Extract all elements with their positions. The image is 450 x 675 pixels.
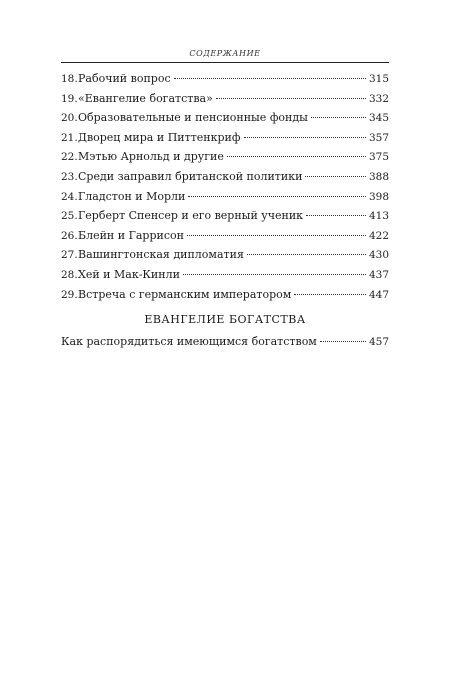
header-rule bbox=[61, 62, 389, 63]
toc-entry[interactable] bbox=[61, 108, 389, 128]
dot-leader bbox=[306, 215, 366, 216]
running-head: СОДЕРЖАНИЕ bbox=[189, 49, 261, 58]
toc-entry-title: «Евангелие богатства» bbox=[78, 91, 213, 105]
dot-leader bbox=[216, 98, 366, 99]
dot-leader bbox=[187, 235, 366, 236]
toc-entry[interactable] bbox=[61, 245, 389, 265]
toc-entry-title: Гладстон и Морли bbox=[78, 189, 186, 203]
toc-entry-title: Дворец мира и Питтенкриф bbox=[78, 130, 241, 144]
toc-entry-number: 21. bbox=[61, 131, 78, 144]
toc-entry-number: 24. bbox=[61, 190, 78, 203]
toc-entry[interactable] bbox=[61, 167, 389, 187]
toc-entry-page: 447 bbox=[368, 288, 389, 301]
toc-entry-title: Мэтью Арнольд и другие bbox=[78, 150, 224, 164]
dot-leader bbox=[311, 117, 366, 118]
toc-entry-number: 19. bbox=[61, 92, 78, 105]
toc-entry-title: Среди заправил британской политики bbox=[78, 169, 303, 183]
dot-leader bbox=[188, 196, 366, 197]
dot-leader bbox=[244, 137, 366, 138]
toc-entry-title: Как распорядиться имеющимся богатством bbox=[61, 335, 317, 348]
toc-entry-page: 398 bbox=[368, 190, 389, 203]
toc-entry-page: 345 bbox=[368, 112, 389, 125]
toc-entry-number: 27. bbox=[61, 249, 78, 262]
toc-entry-page: 422 bbox=[368, 229, 389, 242]
toc-entry-page: 388 bbox=[368, 170, 389, 183]
toc-entry[interactable] bbox=[61, 147, 389, 167]
toc-entry[interactable] bbox=[61, 206, 389, 226]
toc-entry-title: Рабочий вопрос bbox=[78, 72, 171, 85]
toc-entry-number: 23. bbox=[61, 170, 78, 183]
toc-entry[interactable] bbox=[61, 226, 389, 246]
toc-entry-page: 357 bbox=[368, 131, 389, 144]
toc-entry[interactable] bbox=[61, 89, 389, 109]
toc-entry[interactable] bbox=[61, 69, 389, 89]
toc-entry-number: 18. bbox=[61, 73, 78, 85]
table-of-contents bbox=[61, 69, 389, 304]
toc-entry-page: 332 bbox=[368, 92, 389, 105]
toc-entry-page: 430 bbox=[368, 249, 389, 262]
dot-leader bbox=[174, 78, 366, 79]
dot-leader bbox=[227, 156, 366, 157]
toc-entry-page: 437 bbox=[368, 268, 389, 281]
toc-entry-page: 413 bbox=[368, 210, 389, 223]
section-heading: ЕВАНГЕЛИЕ БОГАТСТВА bbox=[144, 313, 306, 326]
toc-entry-number: 22. bbox=[61, 151, 78, 164]
toc-entry-number: 25. bbox=[61, 210, 78, 223]
toc-entry-number: 29. bbox=[61, 288, 78, 301]
toc-entry[interactable] bbox=[61, 187, 389, 207]
toc-entry-number: 28. bbox=[61, 268, 78, 281]
toc-entry-page: 315 bbox=[368, 73, 389, 85]
section-toc-entry[interactable] bbox=[61, 332, 389, 352]
toc-entry-title: Блейн и Гаррисон bbox=[78, 228, 184, 242]
toc-entry-page: 375 bbox=[368, 151, 389, 164]
dot-leader bbox=[183, 274, 366, 275]
toc-entry-title: Герберт Спенсер и его верный ученик bbox=[78, 209, 304, 223]
toc-entry-number: 26. bbox=[61, 229, 78, 242]
dot-leader bbox=[294, 294, 366, 295]
toc-entry-title: Образовательные и пенсионные фонды bbox=[78, 111, 308, 125]
dot-leader bbox=[320, 341, 366, 342]
toc-entry[interactable] bbox=[61, 265, 389, 285]
dot-leader bbox=[247, 254, 366, 255]
toc-entry-title: Хей и Мак-Кинли bbox=[78, 267, 180, 281]
toc-entry-title: Вашингтонская дипломатия bbox=[78, 248, 244, 262]
toc-entry[interactable] bbox=[61, 285, 389, 305]
dot-leader bbox=[305, 176, 366, 177]
toc-entry[interactable] bbox=[61, 128, 389, 148]
toc-entry-number: 20. bbox=[61, 112, 78, 125]
toc-entry-title: Встреча с германским императором bbox=[78, 287, 292, 301]
toc-entry-page: 457 bbox=[368, 336, 389, 348]
